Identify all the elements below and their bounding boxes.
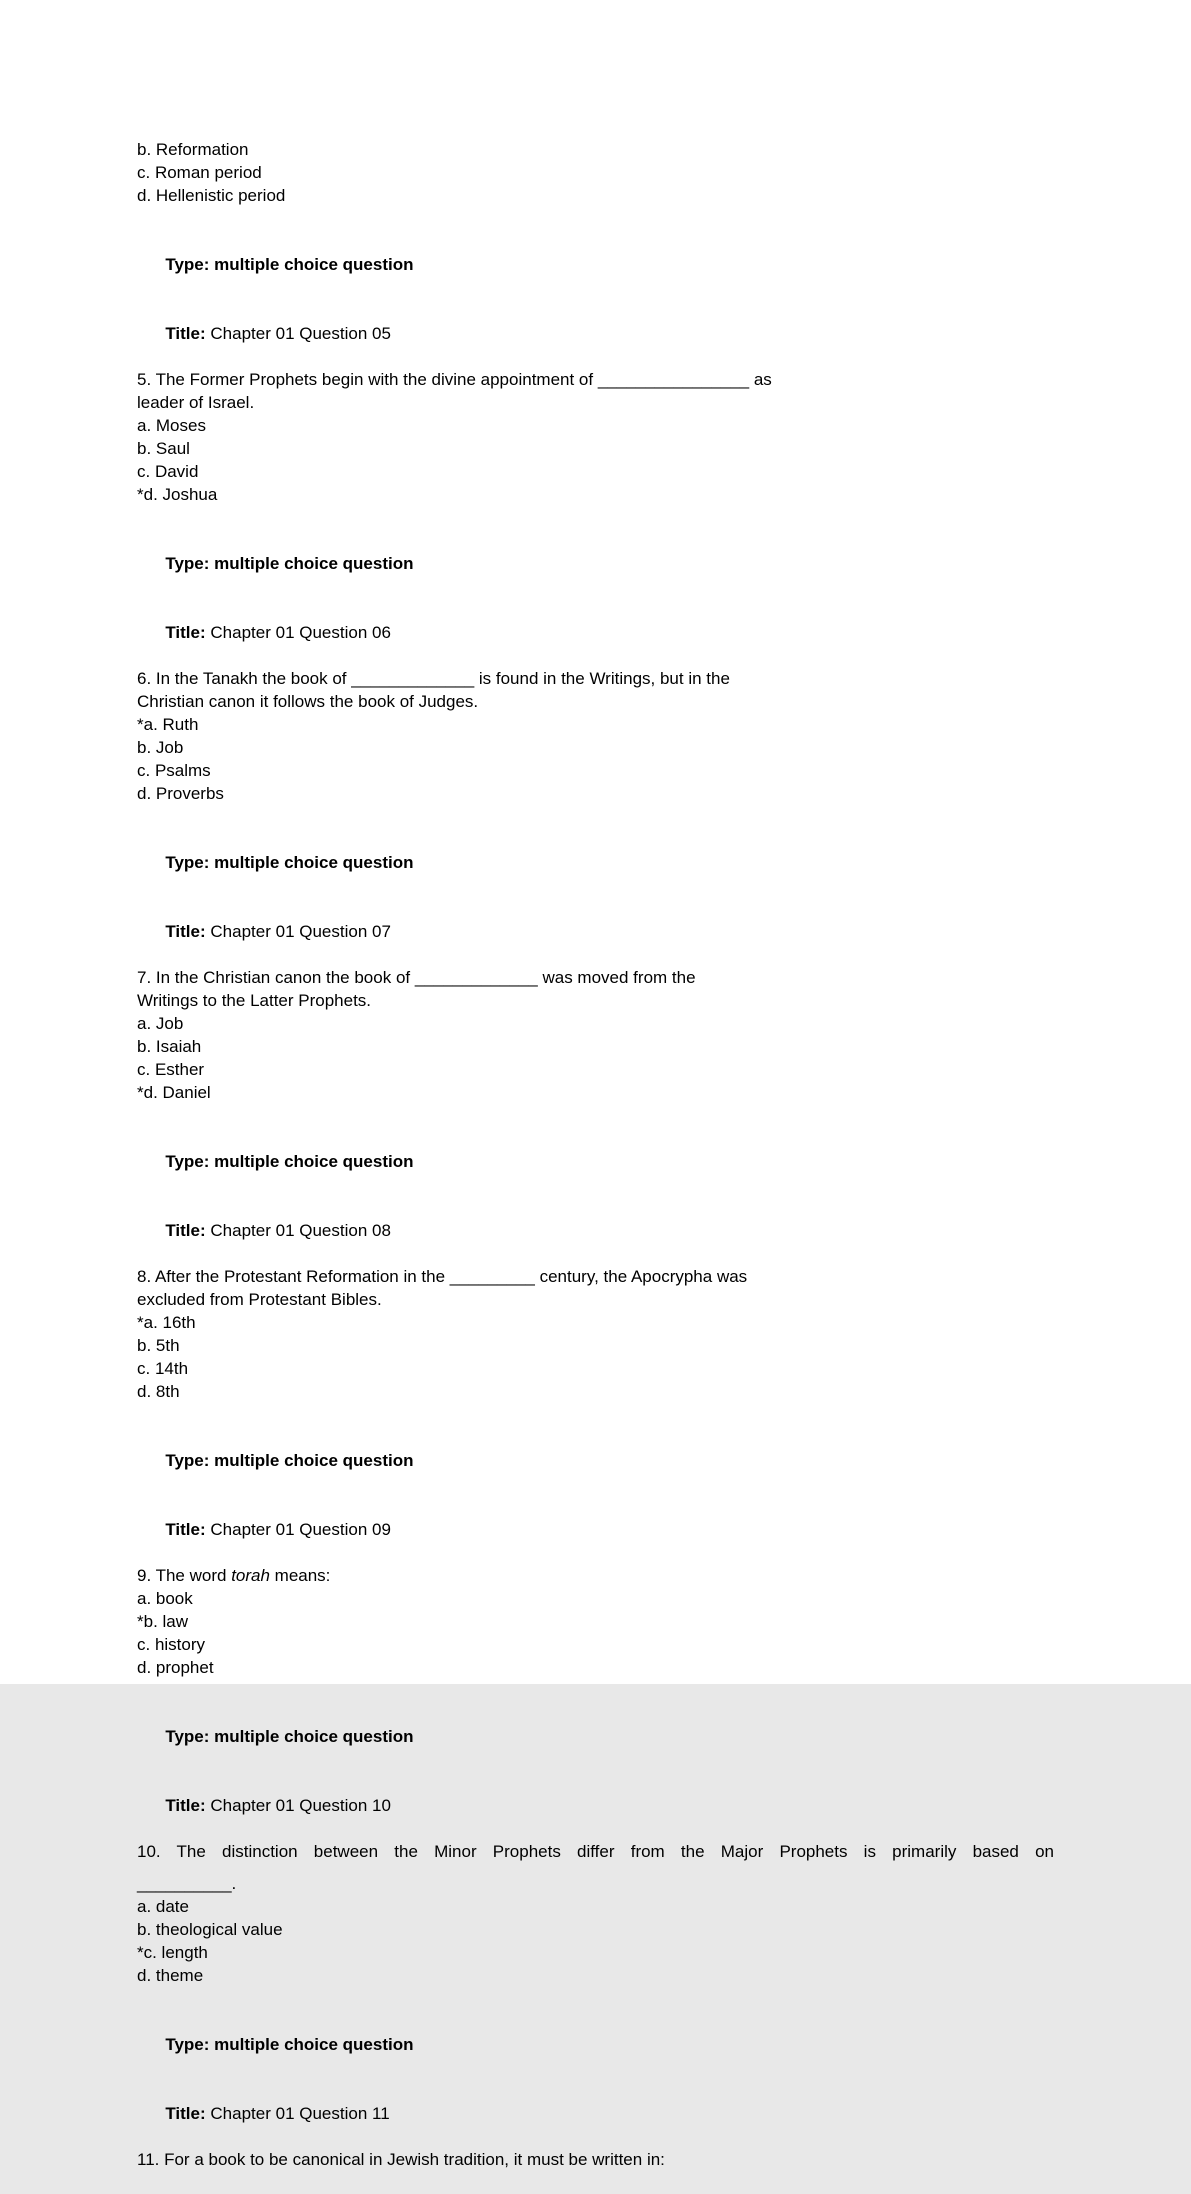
answer-option: a. date: [137, 1897, 189, 1916]
question-body: [137, 1265, 1054, 1311]
answer-option: d. Proverbs: [137, 784, 224, 803]
text-segment: __________.: [137, 1874, 237, 1893]
type-label: Type:: [165, 1727, 210, 1746]
text-segment: 10. The distinction between the Minor Prophets differ from the Major Prophets is primarily based on: [137, 1842, 1054, 1861]
text-segment: excluded from Protestant Bibles.: [137, 1290, 382, 1309]
title-label: Title:: [165, 623, 206, 642]
answer-option: b. 5th: [137, 1336, 180, 1355]
type-label: Type:: [165, 1152, 210, 1171]
text-segment: 11. For a book to be canonical in Jewish tradition, it must be written in:: [137, 2150, 665, 2169]
answer-option: d. Hellenistic period: [137, 186, 286, 205]
question-title-line: [137, 1196, 1054, 1265]
question-block: [137, 828, 1054, 1104]
question-type-line: [137, 230, 1054, 299]
title-label: Title:: [165, 1796, 206, 1815]
question-body-line: [137, 1288, 1054, 1311]
text-segment: means:: [269, 1566, 331, 1585]
question-body-line: [137, 1564, 1054, 1587]
title-label: Title:: [165, 1221, 206, 1240]
question-type-line: [137, 529, 1054, 598]
text-segment: Writings to the Latter Prophets.: [137, 991, 372, 1010]
question-body: [137, 368, 1054, 414]
answer-option: b. Reformation: [137, 140, 249, 159]
answer-options: [137, 1012, 1054, 1104]
type-label: Type:: [165, 554, 210, 573]
question-body: [137, 2148, 1054, 2171]
title-value: Chapter 01 Question 10: [210, 1796, 391, 1815]
answer-option: c. history: [137, 1635, 206, 1654]
question-body-line: [137, 690, 1054, 713]
title-value: Chapter 01 Question 11: [210, 2104, 390, 2123]
answer-option: b. theological value: [137, 1920, 283, 1939]
question-block: [137, 529, 1054, 805]
type-value: multiple choice question: [214, 1451, 414, 1470]
title-value: Chapter 01 Question 08: [210, 1221, 391, 1240]
text-segment: Christian canon it follows the book of Judges.: [137, 692, 479, 711]
type-value: multiple choice question: [214, 554, 414, 573]
type-value: multiple choice question: [214, 853, 414, 872]
question-body: [137, 1564, 1054, 1587]
question-body-line: [137, 2148, 1054, 2171]
question-body-line: [137, 1872, 1054, 1895]
answer-option: *a. 16th: [137, 1313, 196, 1332]
title-label: Title:: [165, 922, 206, 941]
text-segment: 7. In the Christian canon the book of _____________ was moved from the: [137, 968, 696, 987]
text-segment: 5. The Former Prophets begin with the divine appointment of ________________ as: [137, 370, 772, 389]
question-type-line: [137, 1702, 1054, 1771]
question-title-line: [137, 598, 1054, 667]
type-value: multiple choice question: [214, 2035, 414, 2054]
question-type-line: [137, 1426, 1054, 1495]
answer-option: *a. Ruth: [137, 715, 199, 734]
answer-options: [137, 1895, 1054, 1987]
question-block: [137, 230, 1054, 506]
answer-option: b. Saul: [137, 439, 190, 458]
title-value: Chapter 01 Question 07: [210, 922, 391, 941]
question-block: [137, 2010, 1054, 2171]
question-body-line: [137, 966, 1054, 989]
type-label: Type:: [165, 255, 210, 274]
text-segment: leader of Israel.: [137, 393, 255, 412]
text-segment: 6. In the Tanakh the book of _____________ is found in the Writings, but in the: [137, 669, 730, 688]
answer-option: d. prophet: [137, 1658, 214, 1677]
question-title-line: [137, 897, 1054, 966]
question-title-line: [137, 2079, 1054, 2148]
question-title-line: [137, 1771, 1054, 1840]
title-value: Chapter 01 Question 06: [210, 623, 391, 642]
type-value: multiple choice question: [214, 1152, 414, 1171]
answer-options: [137, 1311, 1054, 1403]
question-body-line: [137, 1265, 1054, 1288]
question-body-line: [137, 667, 1054, 690]
type-value: multiple choice question: [214, 1727, 414, 1746]
question-block: [137, 1702, 1054, 1987]
answer-option: *b. law: [137, 1612, 189, 1631]
title-value: Chapter 01 Question 09: [210, 1520, 391, 1539]
answer-option: c. David: [137, 462, 199, 481]
answer-option: a. book: [137, 1589, 193, 1608]
answer-options: [137, 414, 1054, 506]
title-value: Chapter 01 Question 05: [210, 324, 391, 343]
document-content: [137, 138, 1054, 2194]
answer-option: *d. Joshua: [137, 485, 218, 504]
answer-option: *d. Daniel: [137, 1083, 211, 1102]
question-type-line: [137, 1127, 1054, 1196]
title-label: Title:: [165, 1520, 206, 1539]
question-body: [137, 966, 1054, 1012]
answer-option: *c. length: [137, 1943, 208, 1962]
answer-option: a. Moses: [137, 416, 206, 435]
question-body-line: [137, 1840, 1054, 1863]
question-body-line: [137, 391, 1054, 414]
question-type-line: [137, 828, 1054, 897]
answer-options: [137, 1587, 1054, 1679]
answer-option: b. Isaiah: [137, 1037, 202, 1056]
answer-option: c. Psalms: [137, 761, 211, 780]
type-label: Type:: [165, 1451, 210, 1470]
question-body: [137, 667, 1054, 713]
question-block: [137, 1426, 1054, 1679]
answer-option: a. Job: [137, 1014, 184, 1033]
type-label: Type:: [165, 2035, 210, 2054]
question-list: [137, 230, 1054, 2171]
answer-option: d. theme: [137, 1966, 204, 1985]
answer-options: [137, 713, 1054, 805]
question-title-line: [137, 299, 1054, 368]
answer-option: c. Esther: [137, 1060, 205, 1079]
type-value: multiple choice question: [214, 255, 414, 274]
question-body-line: [137, 989, 1054, 1012]
answer-option: c. Roman period: [137, 163, 262, 182]
italic-term: torah: [231, 1566, 270, 1585]
text-segment: 9. The word: [137, 1566, 232, 1585]
question-type-line: [137, 2010, 1054, 2079]
answer-option: b. Job: [137, 738, 184, 757]
question-block: [137, 1127, 1054, 1403]
title-label: Title:: [165, 324, 206, 343]
type-label: Type:: [165, 853, 210, 872]
question-fragment: [137, 138, 1054, 207]
question-body: [137, 1840, 1054, 1895]
answer-option: c. 14th: [137, 1359, 189, 1378]
answer-option: d. 8th: [137, 1382, 180, 1401]
text-segment: 8. After the Protestant Reformation in the _________ century, the Apocrypha was: [137, 1267, 748, 1286]
question-title-line: [137, 1495, 1054, 1564]
title-label: Title:: [165, 2104, 206, 2123]
question-body-line: [137, 368, 1054, 391]
